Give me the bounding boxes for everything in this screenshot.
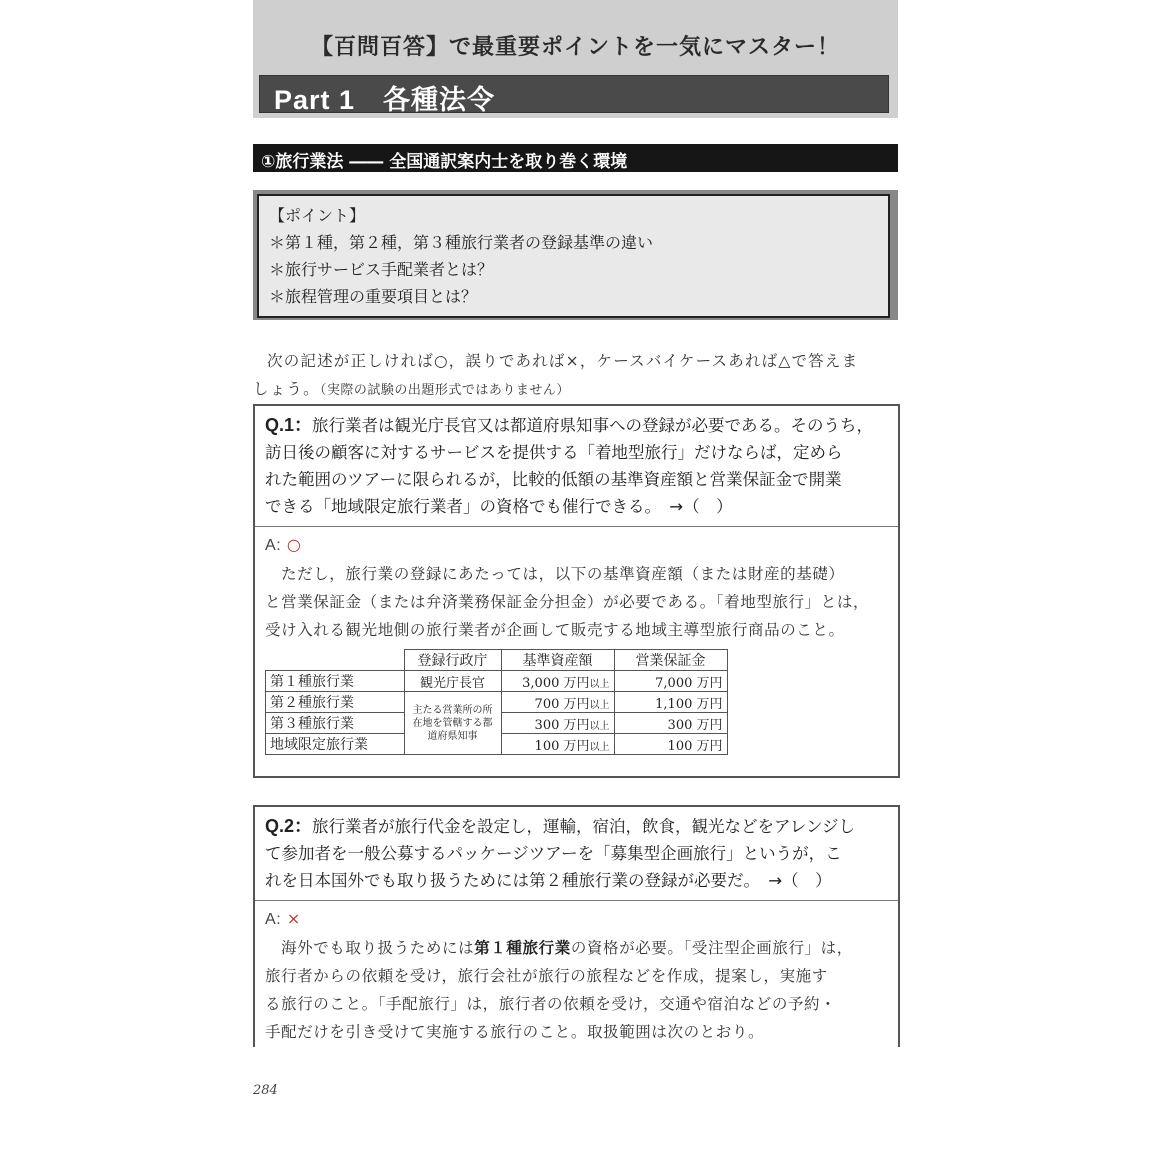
table-row: 第３種旅行業 300 万円以上 300 万円 bbox=[266, 713, 728, 734]
question-text: 旅行業者は観光庁長官又は都道府県知事への登録が必要である。そのうち， bbox=[312, 416, 874, 435]
instructions bbox=[253, 347, 898, 405]
question-2-box bbox=[253, 805, 900, 1047]
answer-text: 海外でも取り扱うためには bbox=[281, 939, 475, 957]
question-text: できる「地域限定旅行業者」の資格でも催行できる。 →（ ） bbox=[265, 497, 733, 516]
point-item: ＊旅行サービス手配業者とは？ bbox=[269, 260, 494, 279]
table-cell: 300 万円 bbox=[614, 713, 727, 734]
answer-text: 旅行者からの依頼を受け，旅行会社が旅行の旅程などを作成，提案し，実施す bbox=[265, 967, 828, 985]
question-1 bbox=[255, 406, 898, 520]
table-cell: 1,100 万円 bbox=[614, 692, 727, 713]
table-header: 営業保証金 bbox=[614, 650, 727, 671]
answer-text: る旅行のこと。「手配旅行」は，旅行者の依頼を受け，交通や宿泊などの予約・ bbox=[265, 995, 837, 1013]
points-box bbox=[253, 190, 898, 320]
question-label: Q.1： bbox=[265, 415, 313, 435]
question-2 bbox=[255, 807, 898, 894]
answer-mark: × bbox=[286, 909, 301, 928]
point-item: ＊第１種，第２種，第３種旅行業者の登録基準の違い bbox=[269, 233, 654, 252]
answer-emphasis: 第１種旅行業 bbox=[474, 938, 571, 957]
table-cell: 3,000 万円 bbox=[522, 675, 590, 691]
section-title: ①旅行業法 ―― 全国通訳案内士を取り巻く環境 bbox=[261, 152, 628, 172]
question-text: れた範囲のツアーに限られるが，比較的低額の基準資産額と営業保証金で開業 bbox=[265, 470, 842, 489]
table-cell: 第２種旅行業 bbox=[266, 692, 405, 713]
answer-1 bbox=[255, 527, 898, 644]
instructions-note: （実際の試験の出題形式ではありません） bbox=[319, 383, 570, 398]
answer-label: A: bbox=[265, 537, 282, 554]
table-cell: 観光庁長官 bbox=[404, 671, 501, 692]
table-header: 登録行政庁 bbox=[404, 650, 501, 671]
header-title: 【百問百答】で最重要ポイントを一気にマスター！ bbox=[310, 34, 840, 60]
table-cell: 主たる営業所の所在地を管轄する都道府県知事 bbox=[404, 692, 501, 755]
table-cell: 地域限定旅行業 bbox=[266, 734, 405, 755]
table-cell: 100 万円 bbox=[614, 734, 727, 755]
registration-table bbox=[265, 649, 728, 755]
table-row: 第１種旅行業 観光庁長官 3,000 万円以上 7,000 万円 bbox=[266, 671, 728, 692]
instructions-line: しょう。 bbox=[253, 380, 320, 398]
instructions-line: 次の記述が正しければ○，誤りであれば×，ケースバイケースあれば△で答えま bbox=[267, 352, 859, 370]
table-cell: 第３種旅行業 bbox=[266, 713, 405, 734]
answer-label: A: bbox=[265, 911, 282, 928]
answer-text: と営業保証金（または弁済業務保証金分担金）が必要である。「着地型旅行」とは， bbox=[265, 593, 870, 611]
part-title: Part 1 各種法令 bbox=[274, 85, 496, 115]
answer-text: 受け入れる観光地側の旅行業者が企画して販売する地域主導型旅行商品のこと。 bbox=[265, 621, 845, 639]
table-cell: 700 万円 bbox=[534, 696, 590, 712]
chapter-header bbox=[253, 0, 898, 118]
answer-text: ただし，旅行業の登録にあたっては，以下の基準資産額（または財産的基礎） bbox=[281, 565, 845, 583]
table-row: 第２種旅行業 主たる営業所の所在地を管轄する都道府県知事 700 万円以上 1,100 万円 bbox=[266, 692, 728, 713]
points-heading: 【ポイント】 bbox=[269, 206, 366, 225]
answer-text: 手配だけを引き受けて実施する旅行のこと。取扱範囲は次のとおり。 bbox=[265, 1023, 765, 1041]
question-text: 旅行業者が旅行代金を設定し，運輸，宿泊，飲食，観光などをアレンジし bbox=[312, 817, 856, 836]
table-cell: 300 万円 bbox=[534, 717, 590, 733]
table-header: 基準資産額 bbox=[501, 650, 614, 671]
table-cell: 7,000 万円 bbox=[614, 671, 727, 692]
question-text: て参加者を一般公募するパッケージツアーを「募集型企画旅行」というが，こ bbox=[265, 844, 842, 863]
question-1-box bbox=[253, 404, 900, 778]
question-text: れを日本国外でも取り扱うためには第２種旅行業の登録が必要だ。 →（ ） bbox=[265, 871, 832, 890]
page-number: 284 bbox=[253, 1083, 278, 1098]
table-cell: 第１種旅行業 bbox=[266, 671, 405, 692]
table-row: 地域限定旅行業 100 万円以上 100 万円 bbox=[266, 734, 728, 755]
section-banner bbox=[253, 144, 898, 172]
answer-2 bbox=[255, 901, 898, 1046]
answer-text: の資格が必要。「受注型企画旅行」は， bbox=[570, 939, 853, 957]
table-cell: 100 万円 bbox=[534, 738, 590, 754]
answer-mark: ○ bbox=[286, 535, 302, 554]
question-label: Q.2： bbox=[265, 816, 313, 836]
part-banner bbox=[259, 75, 889, 113]
question-text: 訪日後の顧客に対するサービスを提供する「着地型旅行」だけならば，定めら bbox=[265, 443, 843, 462]
table-header-row bbox=[266, 650, 728, 671]
point-item: ＊旅程管理の重要項目とは？ bbox=[269, 287, 478, 306]
